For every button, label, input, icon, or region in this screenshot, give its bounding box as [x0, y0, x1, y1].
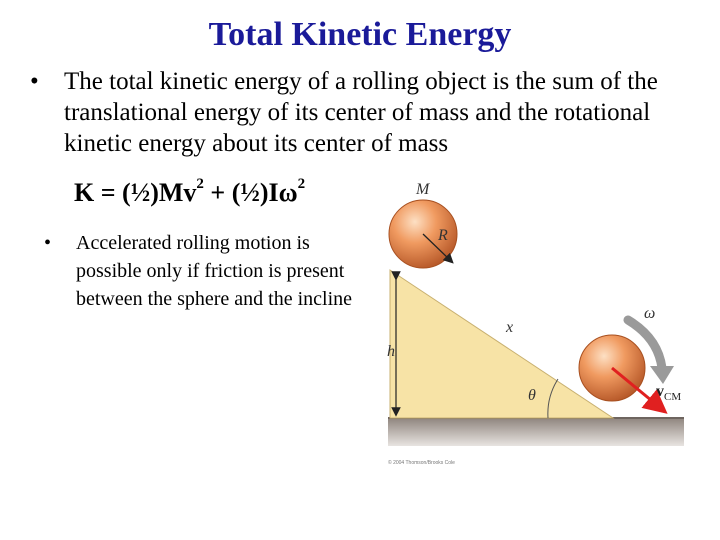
energy-formula — [74, 178, 305, 208]
diagram-svg — [380, 172, 688, 472]
bullet-glyph: • — [44, 232, 52, 254]
omega-label: ω — [644, 305, 656, 322]
rolling-sphere-diagram — [380, 172, 688, 472]
velocity-symbol: v — [656, 383, 664, 400]
formula-part1: K = (½)Mv — [74, 178, 197, 207]
formula-part2: + (½)Iω — [203, 178, 298, 207]
angle-label: θ — [528, 387, 536, 404]
incline — [390, 270, 613, 418]
figure-credit: © 2004 Thomson/Brooks Cole — [388, 460, 455, 466]
omega-arrowhead — [650, 366, 674, 384]
slide-title: Total Kinetic Energy — [208, 16, 512, 53]
mass-label: M — [416, 181, 430, 198]
bullet-glyph: • — [30, 68, 39, 95]
main-bullet-text: The total kinetic energy of a rolling object is the sum of the translational energy of its center of mass and the rotational kinetic energy about its center of mass — [64, 68, 658, 157]
velocity-subscript: CM — [664, 391, 682, 403]
velocity-label — [656, 383, 681, 403]
height-label: h — [387, 343, 395, 360]
radius-label: R — [438, 227, 448, 244]
formula-exp2: 2 — [297, 176, 306, 192]
ground-strip — [388, 418, 684, 446]
sub-bullet-text: Accelerated rolling motion is possible only if friction is present between the sphere and the incline — [76, 232, 352, 310]
formula-exp1: 2 — [196, 176, 204, 192]
distance-label: x — [506, 319, 514, 336]
